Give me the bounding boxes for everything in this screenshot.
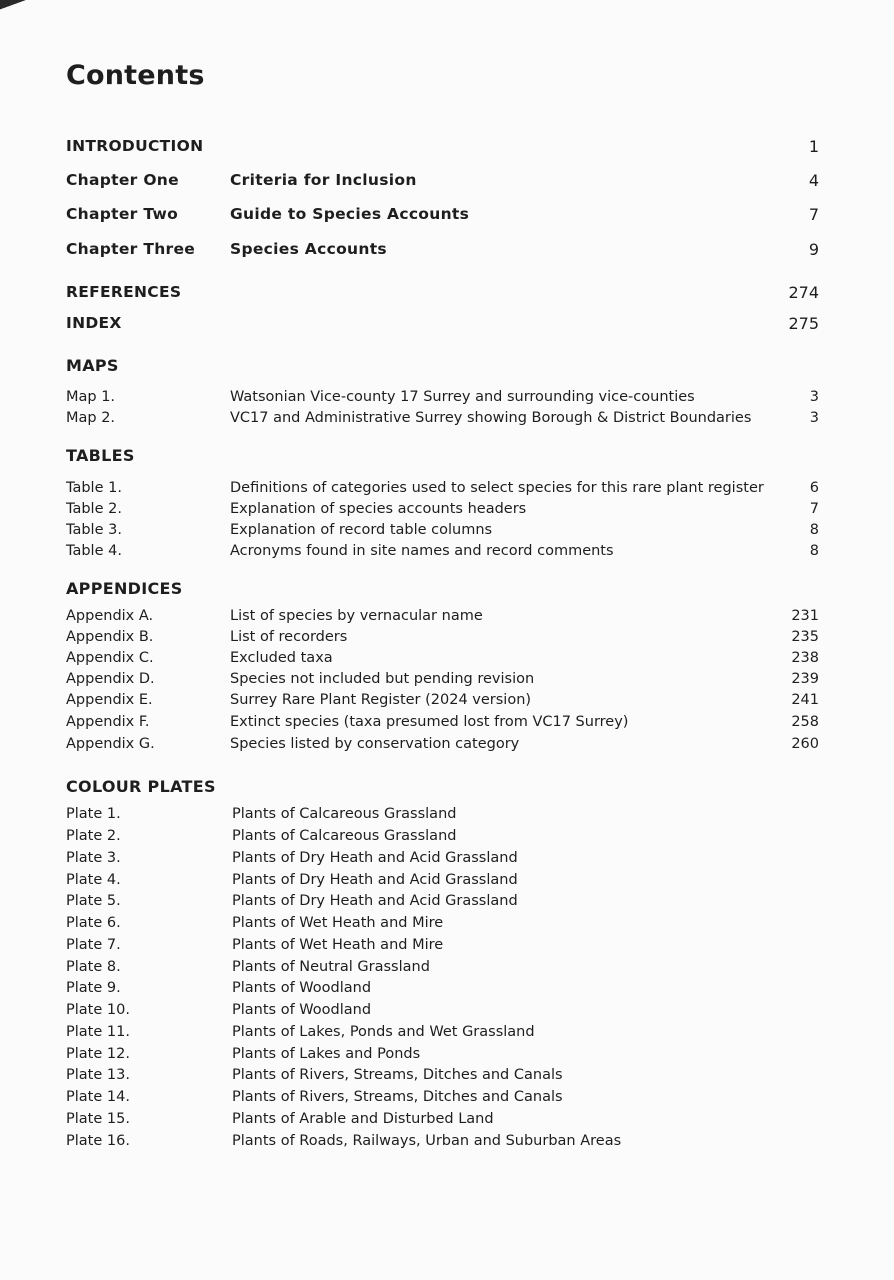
entry-label: Plate 8.	[66, 958, 121, 975]
entry-title: Explanation of species accounts headers	[230, 500, 527, 517]
entry-title: List of species by vernacular name	[230, 607, 483, 624]
entry-label: Chapter Three	[66, 240, 196, 258]
entry-title: Plants of Neutral Grassland	[232, 958, 430, 975]
toc-entry-appendix-b[interactable]	[66, 626, 819, 647]
toc-entry-plate-4[interactable]	[66, 869, 819, 890]
toc-entry-plate-15[interactable]	[66, 1108, 819, 1129]
toc-entry-plate-5[interactable]	[66, 890, 819, 911]
toc-entry-table-4[interactable]	[66, 540, 819, 561]
entry-title: VC17 and Administrative Surrey showing Borough & District Boundaries	[230, 409, 752, 426]
toc-entry-appendix-a[interactable]	[66, 605, 819, 626]
toc-entry-map-2[interactable]	[66, 407, 819, 428]
entry-title: Plants of Woodland	[232, 1001, 372, 1018]
entry-title: Plants of Wet Heath and Mire	[232, 936, 444, 953]
entry-label: Plate 10.	[66, 1001, 130, 1018]
entry-title: Plants of Lakes and Ponds	[232, 1045, 421, 1062]
entry-title: Acronyms found in site names and record comments	[230, 542, 614, 559]
entry-label: Table 4.	[66, 542, 122, 559]
entry-page: 231	[791, 607, 819, 624]
entry-page: 8	[809, 521, 819, 538]
toc-entry-plate-14[interactable]	[66, 1086, 819, 1107]
entry-label: Appendix A.	[66, 607, 154, 624]
entry-page: 3	[809, 409, 819, 426]
entry-label: Plate 16.	[66, 1132, 130, 1149]
toc-entry-chapter-one[interactable]	[66, 168, 819, 192]
entry-page: 7	[809, 500, 819, 517]
entry-label: Appendix C.	[66, 649, 154, 666]
page-corner-shadow	[0, 0, 40, 12]
toc-entry-chapter-three[interactable]	[66, 237, 819, 261]
toc-entry-chapter-two[interactable]	[66, 202, 819, 226]
entry-label: INDEX	[66, 314, 122, 332]
entry-title: Plants of Woodland	[232, 979, 372, 996]
entry-page: 1	[808, 136, 819, 156]
entry-label: Plate 1.	[66, 805, 121, 822]
entry-title: Definitions of categories used to select species for this rare plant register	[230, 479, 764, 496]
toc-entry-plate-9[interactable]	[66, 977, 819, 998]
entry-page: 260	[791, 735, 819, 752]
entry-title: Plants of Dry Heath and Acid Grassland	[232, 849, 518, 866]
entry-page: 238	[791, 649, 819, 666]
toc-entry-plate-2[interactable]	[66, 825, 819, 846]
entry-label: Appendix D.	[66, 670, 155, 687]
entry-label: Plate 2.	[66, 827, 121, 844]
entry-title: Extinct species (taxa presumed lost from VC17 Surrey)	[230, 713, 629, 730]
entry-label: Appendix F.	[66, 713, 150, 730]
section-heading-maps: MAPS	[66, 356, 119, 375]
toc-entry-table-1[interactable]	[66, 477, 819, 498]
toc-entry-appendix-g[interactable]	[66, 733, 819, 754]
toc-entry-plate-8[interactable]	[66, 956, 819, 977]
entry-label: Plate 4.	[66, 871, 121, 888]
entry-title: Excluded taxa	[230, 649, 333, 666]
entry-label: Table 3.	[66, 521, 122, 538]
toc-entry-appendix-f[interactable]	[66, 711, 819, 732]
entry-label: Plate 5.	[66, 892, 121, 909]
entry-label: Plate 14.	[66, 1088, 130, 1105]
entry-title: Plants of Lakes, Ponds and Wet Grassland	[232, 1023, 535, 1040]
entry-label: Plate 11.	[66, 1023, 130, 1040]
entry-label: Plate 9.	[66, 979, 121, 996]
entry-title: Plants of Dry Heath and Acid Grassland	[232, 892, 518, 909]
toc-entry-appendix-d[interactable]	[66, 668, 819, 689]
section-heading-tables: TABLES	[66, 446, 135, 465]
entry-title: Watsonian Vice-county 17 Surrey and surrounding vice-counties	[230, 388, 695, 405]
toc-entry-appendix-e[interactable]	[66, 689, 819, 710]
entry-label: Appendix G.	[66, 735, 155, 752]
entry-label: Plate 7.	[66, 936, 121, 953]
entry-label: Plate 3.	[66, 849, 121, 866]
entry-label: Table 2.	[66, 500, 122, 517]
entry-title: Plants of Calcareous Grassland	[232, 805, 457, 822]
entry-label: Plate 6.	[66, 914, 121, 931]
toc-entry-appendix-c[interactable]	[66, 647, 819, 668]
entry-page: 4	[808, 170, 819, 190]
entry-title: Plants of Rivers, Streams, Ditches and Canals	[232, 1066, 563, 1083]
toc-entry-index[interactable]	[66, 311, 819, 335]
entry-page: 8	[809, 542, 819, 559]
section-heading-appendices: APPENDICES	[66, 579, 183, 598]
entry-label: Map 1.	[66, 388, 116, 405]
toc-entry-plate-7[interactable]	[66, 934, 819, 955]
entry-label: REFERENCES	[66, 283, 182, 301]
entry-label: Appendix E.	[66, 691, 153, 708]
toc-entry-plate-16[interactable]	[66, 1130, 819, 1151]
entry-label: Table 1.	[66, 479, 122, 496]
entry-title: Species Accounts	[230, 240, 387, 258]
entry-label: Plate 12.	[66, 1045, 130, 1062]
entry-title: Species not included but pending revision	[230, 670, 535, 687]
entry-page: 275	[788, 313, 819, 333]
entry-page: 3	[809, 388, 819, 405]
entry-title: Plants of Arable and Disturbed Land	[232, 1110, 494, 1127]
entry-label: Plate 13.	[66, 1066, 130, 1083]
toc-entry-map-1[interactable]	[66, 386, 819, 407]
toc-entry-introduction[interactable]	[66, 134, 819, 158]
entry-page: 258	[791, 713, 819, 730]
entry-label: INTRODUCTION	[66, 137, 204, 155]
entry-title: Surrey Rare Plant Register (2024 version)	[230, 691, 532, 708]
entry-title: Plants of Wet Heath and Mire	[232, 914, 444, 931]
entry-title: Plants of Roads, Railways, Urban and Suburban Areas	[232, 1132, 622, 1149]
entry-title: Plants of Dry Heath and Acid Grassland	[232, 871, 518, 888]
entry-title: Guide to Species Accounts	[230, 205, 470, 223]
entry-title: Criteria for Inclusion	[230, 171, 417, 189]
toc-entry-plate-3[interactable]	[66, 847, 819, 868]
entry-label: Chapter One	[66, 171, 179, 189]
entry-page: 6	[809, 479, 819, 496]
toc-entry-plate-6[interactable]	[66, 912, 819, 933]
entry-page: 241	[791, 691, 819, 708]
toc-entry-plate-11[interactable]	[66, 1021, 819, 1042]
entry-label: Appendix B.	[66, 628, 154, 645]
entry-label: Chapter Two	[66, 205, 179, 223]
entry-label: Plate 15.	[66, 1110, 130, 1127]
entry-label: Map 2.	[66, 409, 116, 426]
entry-page: 235	[791, 628, 819, 645]
toc-entry-plate-13[interactable]	[66, 1064, 819, 1085]
toc-entry-table-2[interactable]	[66, 498, 819, 519]
entry-title: Plants of Rivers, Streams, Ditches and Canals	[232, 1088, 563, 1105]
entry-page: 7	[808, 204, 819, 224]
toc-entry-table-3[interactable]	[66, 519, 819, 540]
entry-page: 239	[791, 670, 819, 687]
entry-page: 274	[788, 282, 819, 302]
toc-entry-plate-12[interactable]	[66, 1043, 819, 1064]
section-heading-colour-plates: COLOUR PLATES	[66, 777, 216, 796]
toc-entry-references[interactable]	[66, 280, 819, 304]
entry-title: Explanation of record table columns	[230, 521, 493, 538]
entry-title: List of recorders	[230, 628, 348, 645]
entry-title: Species listed by conservation category	[230, 735, 520, 752]
toc-entry-plate-1[interactable]	[66, 803, 819, 824]
page-title: Contents	[66, 60, 205, 91]
entry-title: Plants of Calcareous Grassland	[232, 827, 457, 844]
entry-page: 9	[808, 239, 819, 259]
toc-entry-plate-10[interactable]	[66, 999, 819, 1020]
